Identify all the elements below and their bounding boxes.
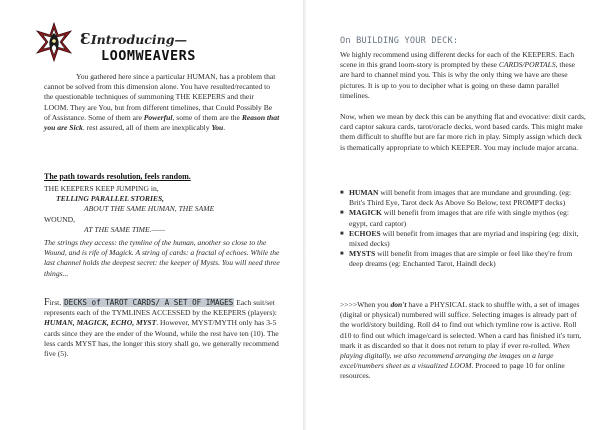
star-seal-logo-icon: [34, 22, 74, 62]
digital-play-run: don't: [390, 300, 407, 309]
intro-drop-letter: Ɛ: [80, 30, 91, 48]
keeper-description: will benefit from images that are rife with single mythos (eg: egypt, card captor): [349, 208, 569, 228]
poem-line: AT THE SAME TIME.——: [84, 224, 166, 234]
keeper-name: HUMAN: [349, 188, 379, 197]
digital-play-run: . Proceed to page 10 for online resources.: [340, 361, 565, 381]
deck-paragraph-1-run: We highly recommend using different decks for each of the KEEPERS. Each scene in this grand loom-story is prompted by these: [340, 50, 575, 70]
first-paragraph-run: . However, MYST/MYTH only has 3-5 cards since they are the ender of the Wound, while the rest have ten (10). The less cards MYST has, the longer this story shall go, we generally recommend five (5).: [44, 318, 279, 359]
right-page-heading: On BUILDING YOUR DECK:: [340, 36, 459, 46]
highlighted-text: DECKS of TAROT CARDS/ A SET OF IMAGES: [64, 298, 234, 307]
first-paragraph: [44, 298, 280, 359]
keeper-description: will benefit from images that are myriad and inspiring (eg: dixit, mixed decks): [349, 228, 579, 249]
italic-paragraph: The strings they access: the tymline of the human, another so close to the Wound, and is rife of Magick. A string of cards: a fractal of echoes. While the last channel holds the deepest secret: the keeper of Mysts. You will need three things...: [44, 238, 280, 278]
keeper-bullet-item: [340, 229, 586, 249]
intro-paragraph-run: , some of them are the: [172, 112, 242, 122]
digital-play-run: have a PHYSICAL stack to shuffle with, a set of images (digital or physical) numbered will suffice. Selecting images is already part of the world/story building. Roll d4 to find out which tymline row is active. Roll d10 to find out which image/card is selected. When a card has finished it's turn, mark it as discarded so that it does not return to play if ever re-rolled.: [340, 300, 582, 350]
keeper-name: ECHOES: [349, 228, 381, 238]
intro-paragraph-run: Powerful: [143, 112, 173, 122]
first-paragraph-run: Each suit/set represents each of the TYMLINES ACCESSED by the KEEPERS (players):: [44, 298, 277, 318]
page-title: LOOMWEAVERS: [101, 48, 196, 64]
keeper-description: will benefit from images that are mundane and grounding. (eg: Brit's Third Eye, Tarot deck As Above So Below, text PROMPT decks): [349, 188, 572, 208]
keeper-bullet-item: [340, 208, 586, 228]
first-drop-letter: F: [44, 297, 50, 308]
intro-paragraph: [44, 72, 280, 133]
keeper-bullet-item: [340, 249, 586, 269]
keeper-bullet-item: [340, 188, 586, 208]
deck-paragraph-1: [340, 50, 586, 101]
first-paragraph-rest: [44, 298, 279, 358]
keeper-description: will benefit from images that are simple or feel like they're from deep dreams (eg: Enchanted Tarot, Haindl deck): [349, 249, 573, 269]
intro-paragraph-run: You gathered here since a particular HUMAN, has a problem that cannot be solved from this dimension alone. You have resulted/recanted to the questionable techniques of summoning THE KEEPERS and their LOOM. They are You, but from different timelines, that Could Possibly Be of Assistance. Some of them are: [44, 72, 276, 122]
digital-play-run: When playing digitally, we also recommend arranging the images on a large excel/numbers sheet as a visualized LOOM: [340, 340, 570, 371]
intro-heading: [80, 30, 187, 48]
poem-line: THE KEEPERS KEEP JUMPING in,: [44, 184, 159, 193]
keeper-bullet-list: [340, 188, 586, 270]
section-heading: The path towards resolution, feels random.: [44, 172, 191, 181]
poem-line: TELLING PARALLEL STORIES,: [56, 194, 165, 204]
intro-paragraph-run: . rest assured, all of them are inexplicably: [82, 123, 212, 133]
deck-paragraph-1-run: , these are hard to channel mind you. This is why the only thing we have are these pictures. It is up to you to decipher what is going on these damn parallel timelines.: [340, 60, 576, 100]
intro-paragraph-run: .: [223, 123, 226, 133]
intro-paragraph-run: You: [211, 123, 224, 133]
poem-line: WOUND,: [44, 214, 76, 224]
deck-paragraph-1-run: CARDS/PORTALS: [498, 60, 556, 70]
intro-text: Introducing—: [90, 32, 187, 47]
first-word-rest: irst,: [49, 298, 62, 307]
intro-paragraph-run: Reason that you are Sick: [44, 112, 280, 133]
poem-line: ABOUT THE SAME HUMAN, THE SAME: [84, 204, 215, 214]
deck-paragraph-2: Now, when we mean by deck this can be anything flat and evocative: dixit cards, card captor sakura cards, tarot/oracle decks, word based cards. This might make them difficult to shuffle but are far more rich in play. Simply assign which deck is thematically appropriate to which KEEPER. You may include major arcana.: [340, 112, 586, 152]
keeper-name: MAGICK: [349, 208, 382, 218]
keeper-name: MYSTS: [349, 249, 376, 259]
digital-play-run: >>>>When you: [340, 300, 391, 309]
poem-block: [44, 184, 284, 235]
digital-play-paragraph: [340, 300, 586, 382]
first-paragraph-run: HUMAN, MAGICK, ECHO, MYST: [44, 318, 157, 328]
